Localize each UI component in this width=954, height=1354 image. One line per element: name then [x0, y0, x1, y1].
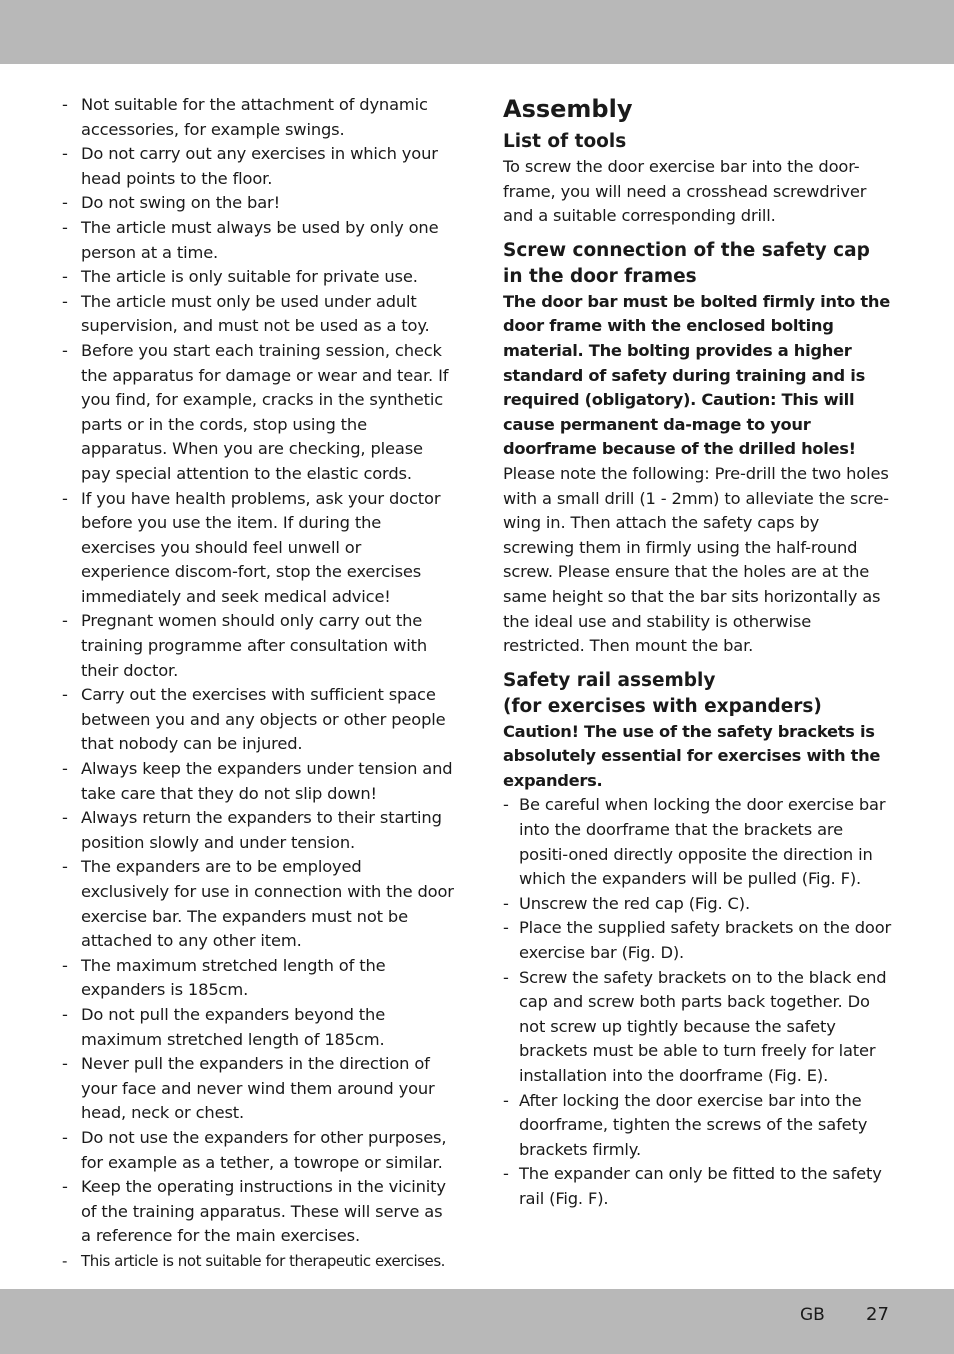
- assembly-column: [503, 93, 895, 1212]
- rail-heading: [503, 668, 895, 720]
- footer-band: [0, 1289, 954, 1354]
- bullet-item: - The expander can only be fitted to the safety rail (Fig. F).: [503, 1162, 895, 1211]
- bullet-item: - Do not use the expanders for other purposes, for example as a tether, a towrope or similar.: [62, 1126, 454, 1175]
- bullet-item: - Not suitable for the attachment of dynamic accessories, for example swings.: [62, 93, 454, 142]
- assembly-title: Assembly: [503, 95, 633, 123]
- bullet-item: - Do not swing on the bar!: [62, 191, 454, 216]
- bullet-item: - After locking the door exercise bar into the doorframe, tighten the screws of the safety brackets firmly.: [503, 1089, 895, 1163]
- rail-bullet-list: [503, 793, 895, 1211]
- page-number: 27: [866, 1304, 889, 1325]
- bullet-item: - Keep the operating instructions in the vicinity of the training apparatus. These will serve as a reference for the main exercises.: [62, 1175, 454, 1249]
- language-code: GB: [800, 1305, 825, 1325]
- bullet-item: - Never pull the expanders in the direction of your face and never wind them around your head, neck or chest.: [62, 1052, 454, 1126]
- screw-warning: The door bar must be bolted firmly into the door frame with the enclosed bolting material. The bolting provides a higher standard of safety during training and is required (obligatory). Caution: This will cause permanent da-mage to your doorframe because of the drilled holes!: [503, 291, 890, 459]
- bullet-item: - Unscrew the red cap (Fig. C).: [503, 892, 895, 917]
- bullet-item: - Place the supplied safety brackets on the door exercise bar (Fig. D).: [503, 916, 895, 965]
- rail-heading-line1: Safety rail assembly: [503, 669, 716, 691]
- bullet-item: - Always return the expanders to their starting position slowly and under tension.: [62, 806, 454, 855]
- safety-bullet-list: [62, 93, 454, 1274]
- bullet-item: - This article is not suitable for therapeutic exercises.: [62, 1249, 454, 1274]
- bullet-item: - The article is only suitable for private use.: [62, 265, 454, 290]
- bullet-item: - Be careful when locking the door exercise bar into the doorframe that the brackets are positi-oned directly opposite the direction in which the expanders will be pulled (Fig. F).: [503, 793, 895, 891]
- bullet-item: - The maximum stretched length of the expanders is 185cm.: [62, 954, 454, 1003]
- bullet-item: - The expanders are to be employed exclusively for use in connection with the door exercise bar. The expanders must not be attached to any other item.: [62, 855, 454, 953]
- tools-heading: List of tools: [503, 131, 627, 152]
- bullet-item: - Do not pull the expanders beyond the maximum stretched length of 185cm.: [62, 1003, 454, 1052]
- bullet-item: - Carry out the exercises with sufficient space between you and any objects or other people that nobody can be injured.: [62, 683, 454, 757]
- bullet-item: - Before you start each training session, check the apparatus for damage or wear and tear. If you find, for example, cracks in the synthetic parts or in the cords, stop using the apparatus. When you are checking, please pay special attention to the elastic cords.: [62, 339, 454, 487]
- rail-heading-line2: (for exercises with expanders): [503, 695, 822, 717]
- bullet-item: - Screw the safety brackets on to the black end cap and screw both parts back together. Do not screw up tightly because the safety brackets must be able to turn freely for later installation into the doorframe (Fig. E).: [503, 966, 895, 1089]
- bullet-item: - The article must only be used under adult supervision, and must not be used as a toy.: [62, 290, 454, 339]
- bullet-item: - Pregnant women should only carry out the training programme after consultation with their doctor.: [62, 609, 454, 683]
- bullet-item: - Do not carry out any exercises in which your head points to the floor.: [62, 142, 454, 191]
- bullet-item: - Always keep the expanders under tension and take care that they do not slip down!: [62, 757, 454, 806]
- screw-text: Please note the following: Pre-drill the two holes with a small drill (1 - 2mm) to alleviate the scre-wing in. Then attach the safety caps by screwing them in firmly using the half-round screw. Please ensure that the holes are at the same height so that the bar sits horizontally as the ideal use and stability is otherwise restricted. Then mount the bar.: [503, 463, 889, 656]
- bullet-item: - The article must always be used by only one person at a time.: [62, 216, 454, 265]
- safety-notes-column: [62, 93, 454, 1274]
- header-band: [0, 0, 954, 64]
- tools-text: To screw the door exercise bar into the door-frame, you will need a crosshead screwdriver and a suitable corresponding drill.: [503, 157, 867, 226]
- screw-heading: Screw connection of the safety cap in the door frames: [503, 239, 870, 287]
- rail-warning: Caution! The use of the safety brackets is absolutely essential for exercises with the expanders.: [503, 721, 881, 790]
- bullet-item: - If you have health problems, ask your doctor before you use the item. If during the exercises you should feel unwell or experience discom-fort, stop the exercises immediately and seek medical advice!: [62, 487, 454, 610]
